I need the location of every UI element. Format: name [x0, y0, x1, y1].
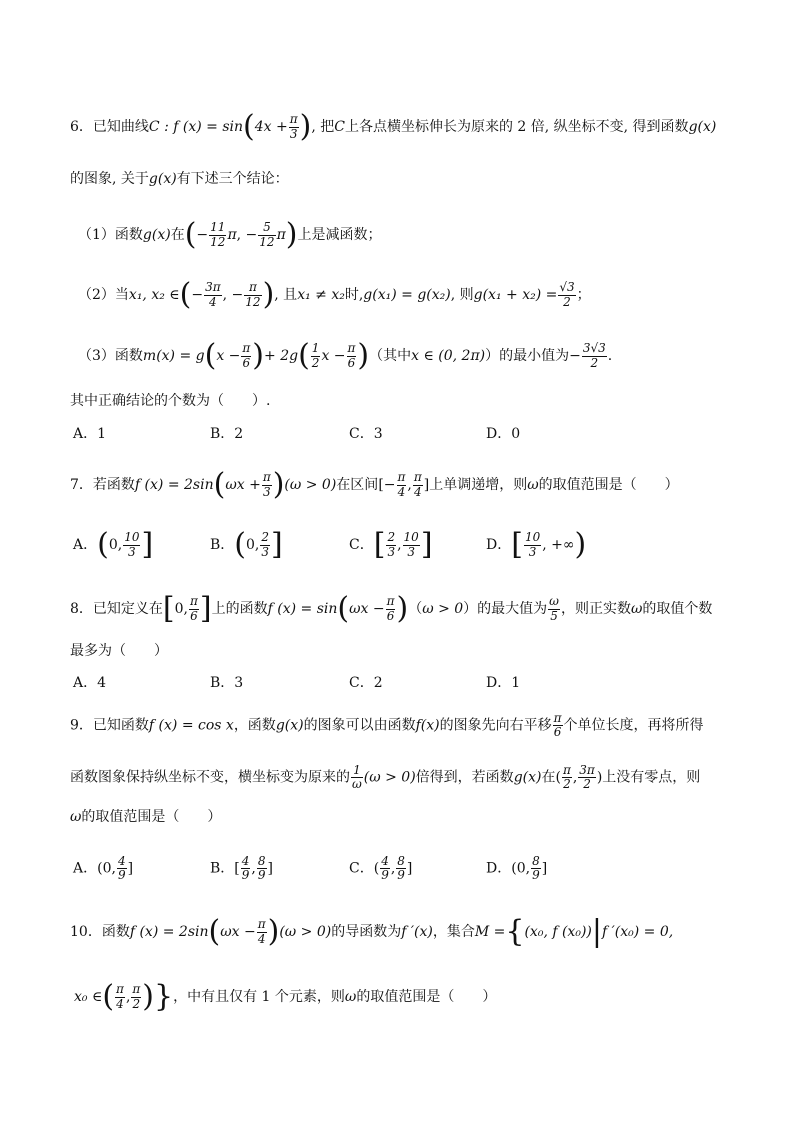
q10-x0: x₀ ∈ — [74, 989, 103, 1005]
c3-text: （3）函数 — [78, 348, 143, 364]
fraction: $\frac{√3}{2}$ — [559, 280, 575, 309]
q9-g: g(x) — [275, 717, 304, 734]
q10-m: M = — [474, 924, 506, 940]
q9-cond: (ω > 0) — [363, 769, 416, 786]
fraction: $\frac{\pi}{4}$ — [413, 470, 422, 499]
q6-text: , 把 — [311, 119, 335, 135]
c1-gx: g(x) — [142, 227, 171, 243]
bracket-right: ] — [199, 591, 212, 626]
omega: ω — [70, 809, 82, 825]
fraction: $\frac{\pi}{6}$ — [553, 711, 562, 740]
q7-line1: 7．若函数f (x) = 2sin(ωx + $\frac{\pi}{3}$ )(ω > 0)在区间[− $\frac{\pi}{4}$ , $\frac{\pi}{4}$ ]上单调递增，则ω的取值范围是（ ） — [70, 467, 679, 502]
q6-stem: 6．已知曲线 — [70, 119, 149, 135]
q9-text4: 的图象先向右平移 — [439, 717, 552, 734]
q7-option-b[interactable]: B．(0, $\frac{2}{3}$ ] — [210, 527, 283, 562]
q6-text3: 的图象, 关于 — [70, 171, 149, 187]
bracket: ] — [423, 477, 430, 493]
q6-conclusion-1: （1）函数g(x)在(− $\frac{11}{12}$ π, − $\frac{5}{12}$ π)上是减函数； — [78, 217, 382, 252]
c3-plus: + 2g — [264, 348, 299, 364]
q9-option-c[interactable]: C．( $\frac{4}{9}$ , $\frac{8}{9}$ ] — [349, 854, 413, 883]
c3-m: m(x) = g — [142, 348, 205, 364]
q8-line2: 最多为（ ） — [70, 643, 168, 659]
q6-arg: 4x + — [254, 119, 288, 135]
q7-range: 的取值范围是（ ） — [538, 477, 679, 493]
paren-right: ) — [357, 338, 370, 373]
q6-c: C — [334, 119, 345, 135]
fraction: $\frac{\pi}{4}$ — [397, 470, 406, 499]
q8-cond: ω > 0 — [422, 601, 464, 617]
q10-f: f (x) = 2sin — [129, 924, 209, 940]
q8-on: 上的函数 — [211, 601, 268, 617]
pi: π — [276, 227, 286, 243]
q8-line1 — [70, 591, 713, 626]
paren-right: ) — [272, 467, 285, 502]
fraction: $\frac{\pi}{6}$ — [347, 341, 356, 370]
fraction: $\frac{\pi}{6}$ — [386, 594, 395, 623]
paren-left: ( — [298, 338, 310, 373]
zero: 0, — [174, 601, 188, 617]
q8-f: f (x) = sin — [267, 601, 338, 617]
q10-fp: f ′(x) — [401, 924, 433, 940]
paren-right: ) — [142, 979, 154, 1014]
c3-dom: x ∈ (0, 2π) — [411, 348, 486, 364]
fraction: $\frac{\pi}{2}$ — [562, 763, 571, 792]
paren-right: ) — [252, 338, 265, 373]
q7-interval: 在区间 — [336, 477, 379, 493]
q6-text2: 上各点横坐标伸长为原来的 2 倍, 纵坐标不变, 得到函数 — [344, 119, 689, 135]
paren: （ — [408, 601, 423, 617]
c3-where: （其中 — [369, 348, 412, 364]
q9-text7: 倍得到，若函数 — [415, 769, 514, 786]
q6-text4: 有下述三个结论： — [176, 171, 289, 187]
q10-text2: ，中有且仅有 1 个元素，则 — [173, 989, 345, 1005]
q9-g2: g(x) — [513, 769, 542, 786]
q7-text: 7．若函数 — [70, 477, 135, 493]
brace-right: } — [154, 979, 174, 1014]
q6-option-c[interactable]: C．3 — [349, 426, 383, 442]
fraction: $\frac{1}{2}$ — [311, 341, 320, 370]
q8-option-c[interactable]: C．2 — [349, 675, 383, 691]
q10-set: ，集合 — [432, 924, 475, 940]
omega: ω — [344, 989, 357, 1005]
q8-arg: ωx − — [349, 601, 385, 617]
paren-left: ( — [243, 109, 255, 144]
omega: ω — [527, 477, 539, 493]
q10-text: 10．函数 — [70, 924, 130, 940]
q9-option-a[interactable]: A．(0, $\frac{4}{9}$ ] — [73, 854, 134, 883]
q9-text6: 函数图象保持纵坐标不变，横坐标变为原来的 — [70, 769, 350, 786]
c2-x: x₁, x₂ ∈ — [128, 287, 180, 303]
fraction: $\frac{\pi}{4}$ — [257, 917, 266, 946]
q8-option-a[interactable]: A．4 — [73, 675, 107, 691]
fraction: $\frac{11}{12}$ — [210, 220, 226, 249]
q8-max: ）的最大值为 — [463, 601, 548, 617]
q9-option-b[interactable]: B．[ $\frac{4}{9}$ , $\frac{8}{9}$ ] — [210, 854, 273, 883]
q6-gx: g(x) — [688, 119, 717, 135]
q8-then: ，则正实数 — [560, 601, 631, 617]
paren-right: ) — [262, 277, 275, 312]
paren-left: ( — [204, 338, 217, 373]
c1-end: 上是减函数； — [297, 227, 382, 243]
q8-option-d[interactable]: D．1 — [486, 675, 521, 691]
fraction: $\frac{5}{12}$ — [259, 220, 275, 249]
fraction: $\frac{3\pi}{4}$ — [205, 280, 221, 309]
q6-curve: C : f (x) = sin — [148, 119, 244, 135]
c1-in: 在 — [170, 227, 185, 243]
pi: π — [227, 227, 237, 243]
fraction: $\frac{3√3}{2}$ — [582, 341, 606, 370]
q7-arg: ωx + — [225, 477, 261, 493]
q6-conclusion-3: （3）函数m(x) = g(x − $\frac{\pi}{6}$ )+ 2g( $\frac{1}{2}$ x − $\frac{\pi}{6}$ )（其中x ∈ (0, 2π)）的最小值为− $\frac{3√3}{2}$ . — [78, 338, 613, 373]
q8-text: 8．已知定义在 — [70, 601, 163, 617]
fraction: $\frac{\pi}{3}$ — [262, 470, 271, 499]
q9-text8: 上没有零点，则 — [602, 769, 701, 786]
period: . — [607, 348, 613, 364]
q6-option-d[interactable]: D．0 — [486, 426, 521, 442]
q8-option-b[interactable]: B．3 — [210, 675, 244, 691]
paren-left: ( — [213, 467, 226, 502]
c2-then: , 则 — [450, 287, 474, 303]
fraction: $\frac{\pi}{12}$ — [245, 280, 261, 309]
c3-arg1: x − — [216, 348, 241, 364]
q8-count: 的取值个数 — [642, 601, 713, 617]
paren-left: ( — [102, 979, 115, 1014]
q6-conclusion-2: （2）当x₁, x₂ ∈(− $\frac{3\pi}{4}$ , − $\frac{\pi}{12}$ ), 且x₁ ≠ x₂时,g(x₁) = g(x₂), 则g(x₁ + x₂) = $\frac{√3}{2}$ ； — [78, 277, 591, 312]
q7-mono: 上单调递增，则 — [429, 477, 528, 493]
q9-range: 的取值范围是（ ） — [81, 809, 222, 825]
fraction: $\frac{3\pi}{2}$ — [579, 763, 595, 792]
paren-right: ) — [396, 591, 409, 626]
c2-neq: x₁ ≠ x₂ — [297, 287, 345, 303]
q7-f: f (x) = 2sin — [134, 477, 214, 493]
fraction: $\frac{\pi}{6}$ — [242, 341, 251, 370]
q9-f: f (x) = cos x — [148, 717, 234, 734]
paren-right: ) — [299, 109, 312, 144]
q9-line2: 函数图象保持纵坐标不变，横坐标变为原来的 $\frac{1}{\omega}$ (ω > 0)倍得到，若函数g(x)在( $\frac{\pi}{2}$ , $\frac{3\pi}{2}$ )上没有零点，则 — [70, 763, 701, 792]
q7-option-d[interactable]: D．[ $\frac{10}{3}$ , +∞) — [486, 527, 587, 562]
c3-arg2: x − — [321, 348, 346, 364]
q9-option-d[interactable]: D．(0, $\frac{8}{9}$ ] — [486, 854, 548, 883]
paren-right: ) — [267, 914, 280, 949]
q10-cond2: f ′(x₀) = 0, — [601, 924, 674, 940]
bracket: [− — [378, 477, 396, 493]
q9-text3: 的图象可以由函数 — [303, 717, 416, 734]
q7-cond: (ω > 0) — [284, 477, 337, 493]
q10-cond: (ω > 0) — [279, 924, 332, 940]
q9-line3 — [70, 810, 221, 824]
q6-option-a[interactable]: A．1 — [73, 426, 107, 442]
brace-left: { — [505, 914, 525, 949]
c2-text: （2）当 — [78, 287, 129, 303]
q9-text: 9．已知函数 — [70, 717, 149, 734]
q10-arg: ωx − — [220, 924, 256, 940]
q10-line1 — [70, 914, 674, 949]
fraction: $\frac{\pi}{4}$ — [116, 982, 124, 1011]
q6-line2 — [70, 172, 289, 186]
q9-line1 — [70, 712, 704, 739]
q6-line1 — [70, 109, 717, 144]
q9-text5: 个单位长度，再将所得 — [563, 717, 704, 734]
fraction: $\frac{1}{\omega}$ — [352, 763, 362, 792]
paren-left: ( — [208, 914, 221, 949]
fraction: $\frac{\pi}{2}$ — [132, 982, 141, 1011]
omega: ω — [630, 601, 643, 617]
c2-and: , 且 — [274, 287, 298, 303]
c1-text: （1）函数 — [78, 227, 143, 243]
q10-pair: (x₀, f (x₀)) — [524, 924, 592, 940]
paren-left: ( — [337, 591, 350, 626]
fraction: $\frac{\pi}{3}$ — [289, 112, 298, 141]
fraction: $\frac{\pi}{6}$ — [190, 594, 198, 623]
q9-in: 在 — [541, 769, 556, 786]
q9-fx: f(x) — [415, 717, 440, 734]
q10-deriv: 的导函数为 — [331, 924, 402, 940]
paren-left: ( — [179, 277, 192, 312]
c2-when: 时, — [344, 287, 364, 303]
q10-range: 的取值范围是（ ） — [356, 989, 497, 1005]
q7-option-a[interactable]: A．(0, $\frac{10}{3}$ ] — [73, 527, 154, 562]
paren-left: ( — [184, 217, 197, 252]
q7-option-c[interactable]: C．[ $\frac{2}{3}$ , $\frac{10}{3}$ ] — [349, 527, 433, 562]
fraction: $\frac{\omega}{5}$ — [549, 594, 559, 623]
q10-line2: x₀ ∈( $\frac{\pi}{4}$ , $\frac{\pi}{2}$ )}，中有且仅有 1 个元素，则ω的取值范围是（ ） — [74, 979, 497, 1014]
c2-eq: g(x₁) = g(x₂) — [363, 287, 451, 303]
paren-right: ) — [285, 217, 298, 252]
c2-sum: g(x₁ + x₂) = — [473, 287, 558, 303]
c3-min: ）的最小值为 — [485, 348, 570, 364]
bar: | — [591, 914, 602, 949]
q9-text2: ，函数 — [233, 717, 276, 734]
q6-question: 其中正确结论的个数为（ ）. — [70, 393, 271, 409]
q6-gx2: g(x) — [148, 171, 177, 187]
q6-option-b[interactable]: B．2 — [210, 426, 244, 442]
bracket-left: [ — [162, 591, 175, 626]
